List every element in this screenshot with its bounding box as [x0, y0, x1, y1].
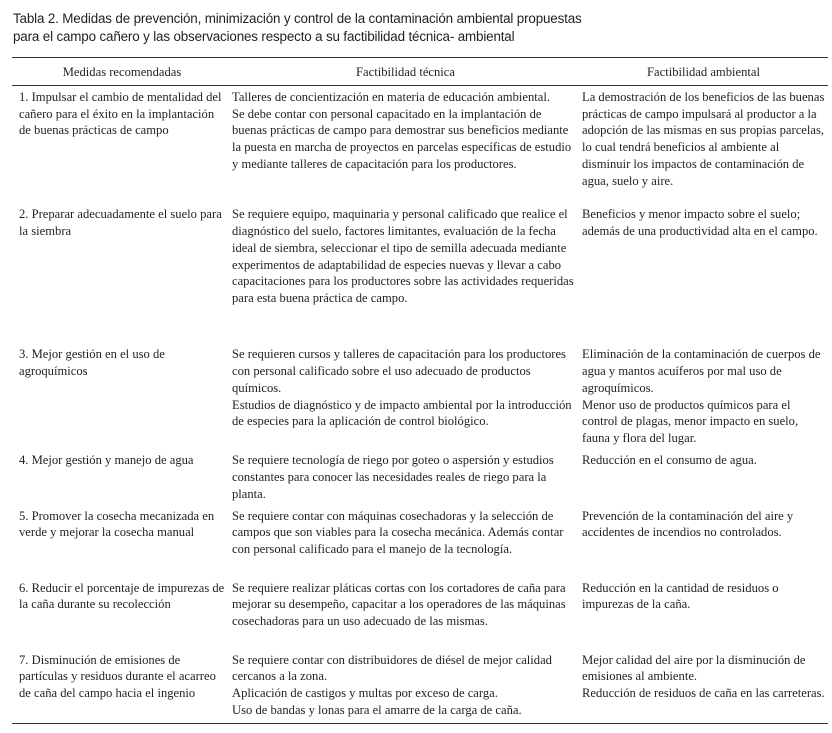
- table-row: [12, 647, 828, 724]
- table-row: [12, 85, 828, 201]
- environmental-text: La demostración de los beneficios de las buenas prácticas de campo impulsará al productor a la adopción de las mismas en sus propias parcelas, lo cual tendrá beneficios al ambiente al disminuir los impactos de contaminación de agua, suelo y aire.: [582, 89, 825, 188]
- table-row: [12, 503, 828, 575]
- technical-text: Estudios de diagnóstico y de impacto ambiental por la introducción de especies para la aplicación de control biológico.: [232, 397, 572, 429]
- technical-text: Se requieren cursos y talleres de capacitación para los productores con personal calificado sobre el uso adecuado de productos químicos.: [232, 347, 566, 395]
- technical-text: Uso de bandas y lonas para el amarre de la carga de caña.: [232, 703, 522, 718]
- header-environmental-feasibility: Factibilidad ambiental: [579, 58, 828, 86]
- measure-cell: 2. Preparar adecuadamente el suelo para la siembra: [19, 207, 222, 239]
- technical-text: Se requiere contar con distribuidores de diésel de mejor calidad cercanos a la zona.: [232, 652, 552, 684]
- environmental-text: Reducción de residuos de caña en las carreteras.: [582, 686, 825, 701]
- environmental-cell: [579, 85, 828, 201]
- technical-text: Se debe contar con personal capacitado en la implantación de buenas prácticas de campo para demostrar sus beneficios mediante la puesta en marcha de proyectos en parcelas específicas de estudio y mediante talleres de capacitación para los productores.: [232, 106, 572, 171]
- table-caption: [13, 10, 813, 46]
- table-header-row: [12, 58, 828, 86]
- technical-cell: [232, 201, 579, 341]
- table-row: [12, 447, 828, 502]
- technical-cell: [232, 85, 579, 201]
- environmental-text: Eliminación de la contaminación de cuerpos de agua y mantos acuíferos por mal uso de agroquímicos.: [582, 347, 821, 395]
- table-row: [12, 341, 828, 447]
- technical-text: Se requiere tecnología de riego por goteo o aspersión y estudios constantes para conocer las necesidades reales de riego para la planta.: [232, 453, 554, 501]
- measure-cell: 5. Promover la cosecha mecanizada en verde y mejorar la cosecha manual: [19, 508, 215, 540]
- measures-table: [12, 57, 828, 724]
- table-row: [12, 575, 828, 647]
- environmental-cell: [579, 575, 828, 647]
- technical-text: Aplicación de castigos y multas por exceso de carga.: [232, 686, 498, 701]
- technical-cell: [232, 447, 579, 502]
- environmental-cell: [579, 447, 828, 502]
- environmental-cell: [579, 503, 828, 575]
- environmental-text: Mejor calidad del aire por la disminución de emisiones al ambiente.: [582, 652, 806, 684]
- technical-text: Talleres de concientización en materia de educación ambiental.: [232, 89, 550, 104]
- table-row: [12, 201, 828, 341]
- technical-cell: [232, 341, 579, 447]
- measure-cell: 3. Mejor gestión en el uso de agroquímicos: [19, 347, 165, 379]
- environmental-text: Reducción en la cantidad de residuos o impurezas de la caña.: [582, 580, 779, 612]
- environmental-text: Menor uso de productos químicos para el control de plagas, menor impacto en suelo, fauna y flora del lugar.: [582, 397, 799, 446]
- environmental-cell: [579, 647, 828, 724]
- measure-cell: 1. Impulsar el cambio de mentalidad del cañero para el éxito en la implantación de buenas prácticas de campo: [19, 89, 222, 138]
- environmental-text: Reducción en el consumo de agua.: [582, 453, 757, 468]
- measure-cell: 7. Disminución de emisiones de partículas y residuos durante el acarreo de caña del campo hacia el ingenio: [12, 647, 232, 724]
- technical-text: Se requiere equipo, maquinaria y personal calificado que realice el diagnóstico del suelo, factores limitantes, evaluación de la fecha ideal de siembra, seleccionar el tipo de semilla adecuada mediante experimentos de adaptabilidad de especies nuevas y llevar a cabo capacitaciones para los productores sobre las actividades requeridas para esta buena práctica de campo.: [232, 207, 574, 306]
- technical-text: Se requiere realizar pláticas cortas con los cortadores de caña para mejorar su desempeño, capacitar a los operadores de las máquinas cosechadoras para un uso adecuado de las mismas.: [232, 580, 566, 629]
- measure-cell: 4. Mejor gestión y manejo de agua: [19, 453, 194, 468]
- technical-cell: [232, 575, 579, 647]
- technical-text: Se requiere contar con máquinas cosechadoras y la selección de campos que son viables para la cosecha mecánica. Además contar con personal calificado para el manejo de la tecnología.: [232, 508, 564, 557]
- environmental-text: Prevención de la contaminación del aire y accidentes de incendios no controlados.: [582, 508, 794, 540]
- technical-cell: [232, 647, 579, 724]
- caption-line-1: Tabla 2. Medidas de prevención, minimización y control de la contaminación ambiental propuestas: [13, 11, 582, 26]
- measure-cell: 6. Reducir el porcentaje de impurezas de la caña durante su recolección: [19, 580, 225, 612]
- environmental-cell: [579, 201, 828, 341]
- environmental-cell: [579, 341, 828, 447]
- caption-line-2: para el campo cañero y las observaciones respecto a su factibilidad técnica- ambiental: [13, 29, 515, 44]
- environmental-text: Beneficios y menor impacto sobre el suelo; además de una productividad alta en el campo.: [582, 207, 818, 239]
- header-technical-feasibility: Factibilidad técnica: [232, 58, 579, 86]
- header-measures: Medidas recomendadas: [12, 58, 232, 86]
- technical-cell: [232, 503, 579, 575]
